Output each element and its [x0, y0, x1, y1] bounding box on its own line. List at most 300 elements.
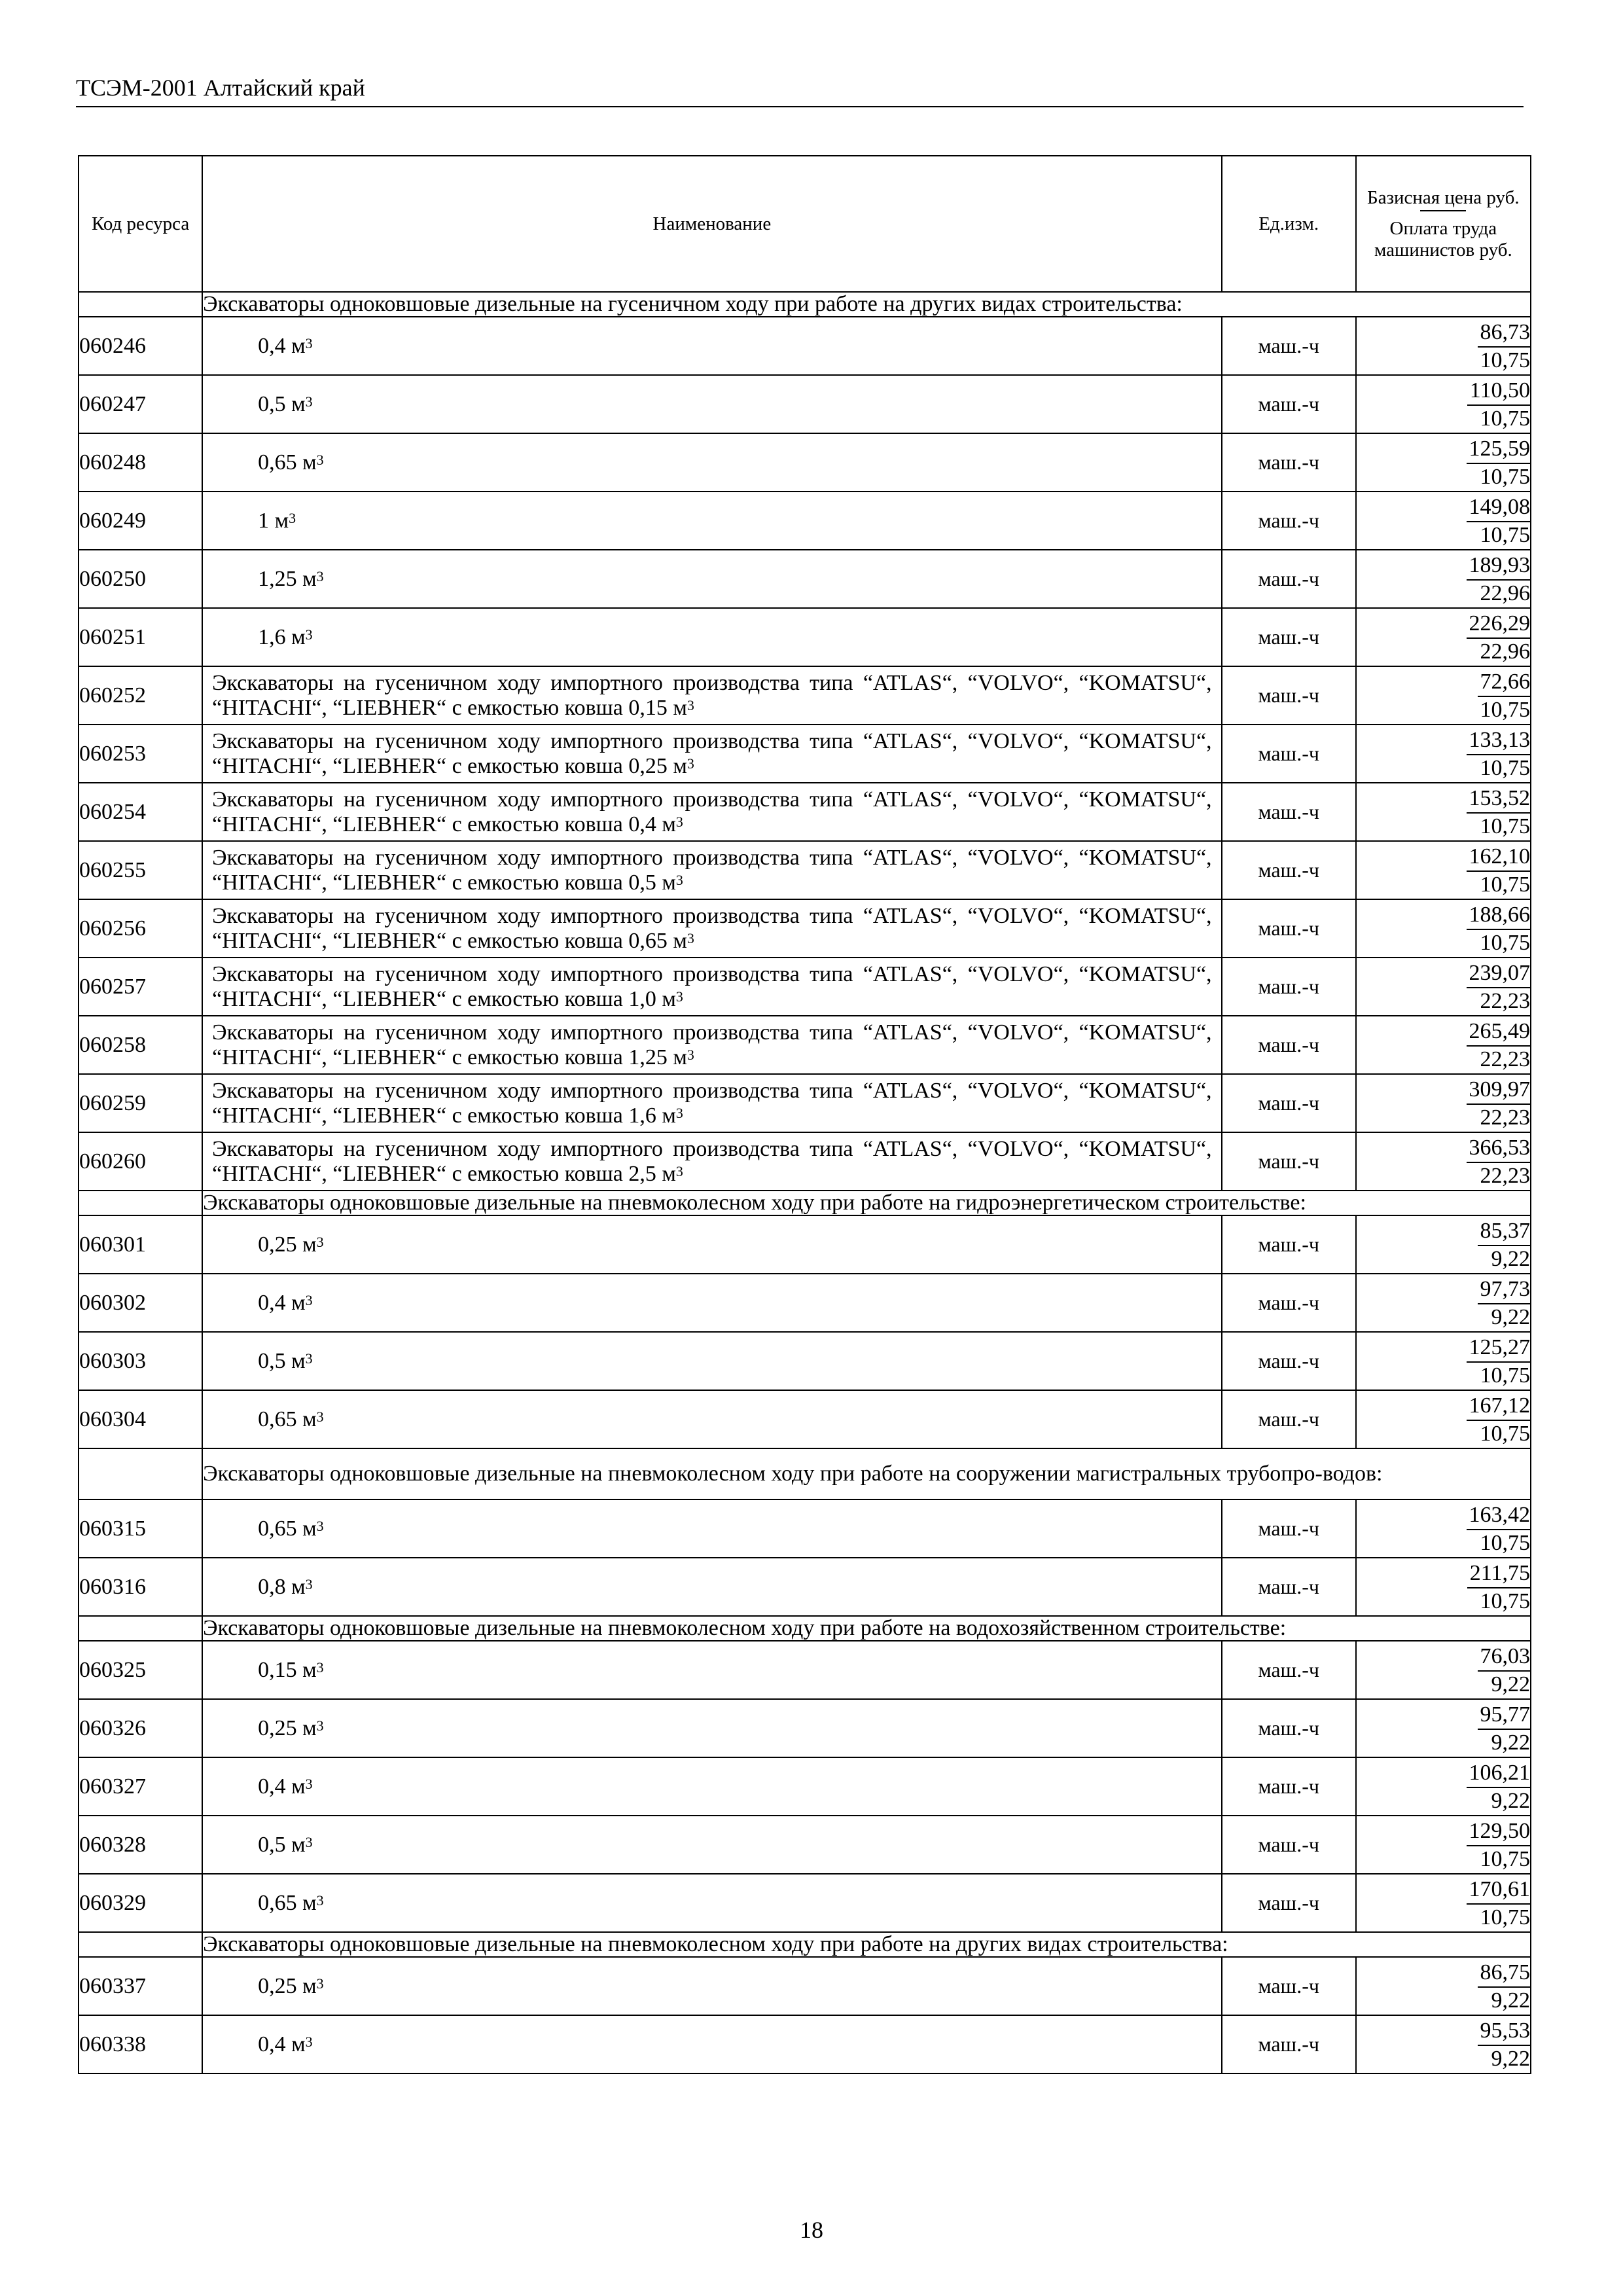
table-row	[79, 608, 1531, 666]
table-header-row	[79, 156, 1531, 292]
column-header-code: Код ресурса	[79, 156, 202, 292]
table-row	[79, 2015, 1531, 2073]
price-fraction	[1478, 1701, 1531, 1756]
price-fraction	[1467, 785, 1531, 840]
price-fraction	[1467, 1334, 1531, 1389]
resource-name	[202, 1957, 1221, 2015]
price-cell	[1356, 1215, 1531, 1274]
operator-wage: 22,23	[1480, 1105, 1530, 1130]
price-fraction	[1478, 1643, 1531, 1698]
resource-name	[202, 2015, 1221, 2073]
operator-wage: 10,75	[1480, 930, 1530, 955]
base-price: 95,77	[1478, 1701, 1531, 1730]
cubic-superscript: 3	[305, 1575, 313, 1592]
resource-name-text: Экскаваторы на гусеничном ходу импортного производства типа “ATLAS“, “VOLVO“, “KOMATSU“, “HITACHI“, “LIEBHER“ с емкостью ковша 1,0 м	[212, 961, 1212, 1011]
table-row	[79, 1757, 1531, 1816]
resource-code: 060253	[79, 725, 202, 783]
resource-name	[202, 375, 1221, 433]
header-divider	[1420, 210, 1466, 211]
resource-name-text: Экскаваторы на гусеничном ходу импортного производства типа “ATLAS“, “VOLVO“, “KOMATSU“, “HITACHI“, “LIEBHER“ с емкостью ковша 0,5 м	[212, 845, 1212, 895]
resource-name	[202, 1215, 1221, 1274]
unit-cell: маш.-ч	[1222, 1699, 1356, 1757]
cubic-superscript: 3	[316, 1717, 324, 1734]
price-fraction	[1478, 1276, 1531, 1331]
base-price: 86,73	[1478, 319, 1531, 348]
column-header-price-base: Базисная цена руб.	[1367, 187, 1520, 208]
operator-wage: 10,75	[1480, 814, 1530, 838]
base-price: 97,73	[1478, 1276, 1531, 1304]
operator-wage: 10,75	[1480, 348, 1530, 372]
operator-wage: 10,75	[1480, 697, 1530, 722]
cubic-superscript: 3	[675, 813, 683, 830]
table-row	[79, 899, 1531, 958]
resource-name	[202, 1132, 1221, 1191]
price-fraction	[1467, 610, 1531, 665]
base-price: 106,21	[1467, 1759, 1531, 1788]
price-cell	[1356, 550, 1531, 608]
unit-cell: маш.-ч	[1222, 375, 1356, 433]
operator-wage: 10,75	[1480, 1905, 1530, 1929]
cubic-superscript: 3	[687, 696, 694, 713]
price-fraction	[1467, 1560, 1530, 1615]
section-title: Экскаваторы одноковшовые дизельные на пневмоколесном ходу при работе на других видах строительства:	[202, 1932, 1531, 1957]
price-cell	[1356, 317, 1531, 375]
operator-wage: 22,23	[1480, 1047, 1530, 1071]
resource-code: 060315	[79, 1499, 202, 1558]
base-price: 72,66	[1478, 668, 1531, 697]
operator-wage: 10,75	[1480, 872, 1530, 897]
table-row	[79, 783, 1531, 841]
base-price: 95,53	[1478, 2017, 1531, 2046]
resource-code: 060254	[79, 783, 202, 841]
cubic-superscript: 3	[316, 1517, 324, 1534]
resource-code: 060304	[79, 1390, 202, 1448]
unit-cell: маш.-ч	[1222, 1558, 1356, 1616]
price-fraction	[1467, 1392, 1531, 1447]
base-price: 188,66	[1467, 901, 1531, 930]
unit-cell: маш.-ч	[1222, 1816, 1356, 1874]
cubic-superscript: 3	[316, 567, 324, 584]
cubic-superscript: 3	[305, 626, 313, 643]
resource-code: 060258	[79, 1016, 202, 1074]
price-cell	[1356, 2015, 1531, 2073]
resource-name	[202, 1390, 1221, 1448]
cubic-superscript: 3	[305, 393, 313, 410]
column-header-unit: Ед.изм.	[1222, 156, 1356, 292]
table-row	[79, 1215, 1531, 1274]
resource-name-text: 0,5 м	[258, 391, 306, 416]
section-title: Экскаваторы одноковшовые дизельные на гусеничном ходу при работе на других видах строительства:	[202, 292, 1531, 317]
cubic-superscript: 3	[305, 2033, 313, 2050]
cubic-superscript: 3	[316, 1408, 324, 1425]
operator-wage: 9,22	[1491, 1246, 1530, 1271]
table-row	[79, 1816, 1531, 1874]
resource-name-text: Экскаваторы на гусеничном ходу импортного производства типа “ATLAS“, “VOLVO“, “KOMATSU“, “HITACHI“, “LIEBHER“ с емкостью ковша 1,6 м	[212, 1078, 1212, 1128]
table-row	[79, 1558, 1531, 1616]
operator-wage: 9,22	[1491, 1672, 1530, 1696]
table-body	[79, 292, 1531, 2073]
resource-code: 060338	[79, 2015, 202, 2073]
resource-name-text: 0,25 м	[258, 1715, 317, 1740]
unit-cell: маш.-ч	[1222, 1874, 1356, 1932]
section-title: Экскаваторы одноковшовые дизельные на пневмоколесном ходу при работе на гидроэнергетическом строительстве:	[202, 1191, 1531, 1215]
price-cell	[1356, 1132, 1531, 1191]
price-fraction	[1467, 1876, 1531, 1931]
resource-name-text: 0,25 м	[258, 1232, 317, 1257]
resource-code: 060337	[79, 1957, 202, 2015]
section-row	[79, 1448, 1531, 1499]
price-cell	[1356, 1499, 1531, 1558]
operator-wage: 10,75	[1480, 1846, 1530, 1871]
price-cell	[1356, 1641, 1531, 1699]
resource-name-text: 0,4 м	[258, 333, 306, 358]
table-row	[79, 375, 1531, 433]
operator-wage: 9,22	[1491, 2046, 1530, 2071]
cubic-superscript: 3	[305, 1350, 313, 1367]
section-title: Экскаваторы одноковшовые дизельные на пневмоколесном ходу при работе на водохозяйственном строительстве:	[202, 1616, 1531, 1641]
price-cell	[1356, 1390, 1531, 1448]
price-cell	[1356, 1332, 1531, 1390]
base-price: 226,29	[1467, 610, 1531, 639]
unit-cell: маш.-ч	[1222, 433, 1356, 492]
operator-wage: 22,96	[1480, 639, 1530, 664]
base-price: 309,97	[1467, 1076, 1531, 1105]
base-price: 110,50	[1467, 377, 1530, 406]
price-cell	[1356, 1816, 1531, 1874]
table-row	[79, 958, 1531, 1016]
resource-name	[202, 1641, 1221, 1699]
resource-code: 060247	[79, 375, 202, 433]
unit-cell: маш.-ч	[1222, 1215, 1356, 1274]
price-cell	[1356, 1558, 1531, 1616]
section-row	[79, 1932, 1531, 1957]
resource-name	[202, 1016, 1221, 1074]
unit-cell: маш.-ч	[1222, 1074, 1356, 1132]
base-price: 162,10	[1467, 843, 1531, 872]
resource-name	[202, 492, 1221, 550]
price-cell	[1356, 433, 1531, 492]
table-row	[79, 1699, 1531, 1757]
price-cell	[1356, 841, 1531, 899]
cubic-superscript: 3	[687, 1046, 694, 1063]
resource-name-text: 1 м	[258, 508, 289, 533]
price-fraction	[1467, 1759, 1531, 1814]
cubic-superscript: 3	[305, 1833, 313, 1850]
price-fraction	[1478, 1959, 1531, 2014]
document-title: ТСЭМ-2001 Алтайский край	[76, 75, 365, 101]
unit-cell: маш.-ч	[1222, 1957, 1356, 2015]
resource-code: 060257	[79, 958, 202, 1016]
table-row	[79, 666, 1531, 725]
resource-name-text: 0,8 м	[258, 1574, 306, 1599]
price-fraction	[1478, 1217, 1531, 1272]
unit-cell: маш.-ч	[1222, 958, 1356, 1016]
table-row	[79, 433, 1531, 492]
unit-cell: маш.-ч	[1222, 1132, 1356, 1191]
price-fraction	[1467, 552, 1531, 607]
cubic-superscript: 3	[305, 1291, 313, 1308]
unit-cell: маш.-ч	[1222, 666, 1356, 725]
cubic-superscript: 3	[305, 334, 313, 351]
resource-name-text: Экскаваторы на гусеничном ходу импортного производства типа “ATLAS“, “VOLVO“, “KOMATSU“, “HITACHI“, “LIEBHER“ с емкостью ковша 0,65 м	[212, 903, 1212, 953]
resource-name	[202, 841, 1221, 899]
resource-name	[202, 433, 1221, 492]
resource-code: 060303	[79, 1332, 202, 1390]
table-row	[79, 1016, 1531, 1074]
price-cell	[1356, 1757, 1531, 1816]
table-row	[79, 1074, 1531, 1132]
unit-cell: маш.-ч	[1222, 317, 1356, 375]
table-row	[79, 1274, 1531, 1332]
column-header-name: Наименование	[202, 156, 1221, 292]
unit-cell: маш.-ч	[1222, 841, 1356, 899]
cubic-superscript: 3	[687, 929, 694, 946]
table-row	[79, 1332, 1531, 1390]
table-row	[79, 1132, 1531, 1191]
price-fraction	[1467, 901, 1531, 956]
unit-cell: маш.-ч	[1222, 1274, 1356, 1332]
price-fraction	[1467, 843, 1531, 898]
operator-wage: 10,75	[1480, 1530, 1530, 1555]
unit-cell: маш.-ч	[1222, 2015, 1356, 2073]
operator-wage: 10,75	[1480, 755, 1530, 780]
price-fraction	[1467, 1134, 1531, 1189]
resource-name-text: 0,65 м	[258, 450, 317, 475]
resource-name-text: 0,4 м	[258, 2032, 306, 2056]
resource-name-text: Экскаваторы на гусеничном ходу импортного производства типа “ATLAS“, “VOLVO“, “KOMATSU“, “HITACHI“, “LIEBHER“ с емкостью ковша 0,4 м	[212, 787, 1212, 836]
price-fraction	[1467, 435, 1531, 490]
resource-code: 060256	[79, 899, 202, 958]
resource-name	[202, 1558, 1221, 1616]
unit-cell: маш.-ч	[1222, 783, 1356, 841]
base-price: 366,53	[1467, 1134, 1531, 1163]
price-cell	[1356, 1957, 1531, 2015]
operator-wage: 10,75	[1480, 522, 1530, 547]
resource-code: 060325	[79, 1641, 202, 1699]
base-price: 86,75	[1478, 1959, 1531, 1988]
section-title: Экскаваторы одноковшовые дизельные на пневмоколесном ходу при работе на сооружении магистральных трубопро-водов:	[202, 1448, 1531, 1499]
cubic-superscript: 3	[675, 1104, 683, 1121]
page-number: 18	[800, 2217, 823, 2243]
price-fraction	[1478, 2017, 1531, 2072]
unit-cell: маш.-ч	[1222, 1757, 1356, 1816]
base-price: 129,50	[1467, 1818, 1531, 1846]
price-cell	[1356, 1274, 1531, 1332]
base-price: 167,12	[1467, 1392, 1531, 1421]
table-row	[79, 1874, 1531, 1932]
operator-wage: 9,22	[1491, 1788, 1530, 1813]
table-row	[79, 492, 1531, 550]
base-price: 133,13	[1467, 726, 1531, 755]
section-code-cell	[79, 1932, 202, 1957]
resource-name-text: 1,6 м	[258, 624, 306, 649]
resource-name	[202, 608, 1221, 666]
resource-name	[202, 666, 1221, 725]
unit-cell: маш.-ч	[1222, 492, 1356, 550]
unit-cell: маш.-ч	[1222, 899, 1356, 958]
resource-code: 060316	[79, 1558, 202, 1616]
operator-wage: 10,75	[1480, 1588, 1530, 1613]
unit-cell: маш.-ч	[1222, 1499, 1356, 1558]
base-price: 153,52	[1467, 785, 1531, 814]
resource-code: 060255	[79, 841, 202, 899]
resource-code: 060246	[79, 317, 202, 375]
section-code-cell	[79, 292, 202, 317]
price-fraction	[1467, 493, 1531, 548]
resource-name-text: 0,65 м	[258, 1890, 317, 1915]
price-fraction	[1467, 1018, 1531, 1073]
price-cell	[1356, 725, 1531, 783]
price-cell	[1356, 783, 1531, 841]
price-fraction	[1478, 319, 1531, 374]
cubic-superscript: 3	[687, 755, 694, 772]
price-fraction	[1467, 377, 1530, 432]
price-fraction	[1467, 726, 1531, 781]
operator-wage: 10,75	[1480, 406, 1530, 431]
price-cell	[1356, 492, 1531, 550]
operator-wage: 22,96	[1480, 581, 1530, 605]
resource-name	[202, 783, 1221, 841]
resource-name-text: 0,25 м	[258, 1973, 317, 1998]
operator-wage: 22,23	[1480, 988, 1530, 1013]
resource-name	[202, 1332, 1221, 1390]
price-fraction	[1467, 1501, 1531, 1556]
base-price: 265,49	[1467, 1018, 1531, 1047]
resource-name-text: Экскаваторы на гусеничном ходу импортного производства типа “ATLAS“, “VOLVO“, “KOMATSU“, “HITACHI“, “LIEBHER“ с емкостью ковша 0,15 м	[212, 670, 1212, 720]
section-code-cell	[79, 1616, 202, 1641]
cubic-superscript: 3	[316, 1233, 324, 1250]
price-cell	[1356, 666, 1531, 725]
table-row	[79, 1957, 1531, 2015]
resource-code: 060326	[79, 1699, 202, 1757]
resource-name-text: 0,4 м	[258, 1290, 306, 1315]
table-row	[79, 725, 1531, 783]
price-cell	[1356, 1074, 1531, 1132]
price-cell	[1356, 1874, 1531, 1932]
resource-name	[202, 958, 1221, 1016]
price-cell	[1356, 1016, 1531, 1074]
table-row	[79, 1390, 1531, 1448]
operator-wage: 9,22	[1491, 1730, 1530, 1755]
resource-name	[202, 1874, 1221, 1932]
resource-table	[78, 155, 1531, 2074]
cubic-superscript: 3	[305, 1775, 313, 1792]
base-price: 189,93	[1467, 552, 1531, 581]
price-cell	[1356, 958, 1531, 1016]
price-cell	[1356, 899, 1531, 958]
price-cell	[1356, 608, 1531, 666]
cubic-superscript: 3	[316, 1659, 324, 1676]
resource-code: 060301	[79, 1215, 202, 1274]
resource-code: 060252	[79, 666, 202, 725]
resource-name	[202, 550, 1221, 608]
price-cell	[1356, 375, 1531, 433]
resource-code: 060251	[79, 608, 202, 666]
unit-cell: маш.-ч	[1222, 725, 1356, 783]
resource-name	[202, 317, 1221, 375]
page-header	[76, 71, 1524, 107]
column-header-price	[1356, 156, 1531, 292]
section-row	[79, 1616, 1531, 1641]
resource-code: 060250	[79, 550, 202, 608]
resource-name-text: 0,15 м	[258, 1657, 317, 1682]
unit-cell: маш.-ч	[1222, 608, 1356, 666]
cubic-superscript: 3	[316, 1975, 324, 1992]
resource-name-text: 0,5 м	[258, 1832, 306, 1857]
resource-name	[202, 1757, 1221, 1816]
resource-name-text: 0,5 м	[258, 1348, 306, 1373]
resource-code: 060259	[79, 1074, 202, 1132]
resource-name	[202, 1699, 1221, 1757]
section-row	[79, 1191, 1531, 1215]
operator-wage: 9,22	[1491, 1988, 1530, 2013]
resource-name-text: 0,4 м	[258, 1774, 306, 1799]
cubic-superscript: 3	[675, 871, 683, 888]
cubic-superscript: 3	[316, 1892, 324, 1909]
section-row	[79, 292, 1531, 317]
cubic-superscript: 3	[289, 509, 296, 526]
resource-name-text: 0,65 м	[258, 1407, 317, 1431]
base-price: 149,08	[1467, 493, 1531, 522]
resource-code: 060328	[79, 1816, 202, 1874]
resource-name-text: 1,25 м	[258, 566, 317, 591]
resource-name	[202, 1499, 1221, 1558]
table-row	[79, 841, 1531, 899]
unit-cell: маш.-ч	[1222, 1016, 1356, 1074]
unit-cell: маш.-ч	[1222, 1390, 1356, 1448]
unit-cell: маш.-ч	[1222, 1332, 1356, 1390]
price-fraction	[1467, 960, 1531, 1014]
cubic-superscript: 3	[316, 451, 324, 468]
section-code-cell	[79, 1448, 202, 1499]
resource-name	[202, 1816, 1221, 1874]
table-row	[79, 1641, 1531, 1699]
unit-cell: маш.-ч	[1222, 1641, 1356, 1699]
cubic-superscript: 3	[675, 988, 683, 1005]
price-fraction	[1467, 1076, 1531, 1131]
table-row	[79, 550, 1531, 608]
resource-code: 060329	[79, 1874, 202, 1932]
section-code-cell	[79, 1191, 202, 1215]
base-price: 125,27	[1467, 1334, 1531, 1363]
resource-name-text: Экскаваторы на гусеничном ходу импортного производства типа “ATLAS“, “VOLVO“, “KOMATSU“, “HITACHI“, “LIEBHER“ с емкостью ковша 2,5 м	[212, 1136, 1212, 1186]
operator-wage: 10,75	[1480, 1421, 1530, 1446]
resource-name	[202, 1074, 1221, 1132]
resource-name	[202, 1274, 1221, 1332]
resource-name-text: Экскаваторы на гусеничном ходу импортного производства типа “ATLAS“, “VOLVO“, “KOMATSU“, “HITACHI“, “LIEBHER“ с емкостью ковша 1,25 м	[212, 1020, 1212, 1069]
resource-name	[202, 899, 1221, 958]
cubic-superscript: 3	[675, 1162, 683, 1179]
resource-name	[202, 725, 1221, 783]
resource-code: 060260	[79, 1132, 202, 1191]
table-row	[79, 1499, 1531, 1558]
resource-name-text: 0,65 м	[258, 1516, 317, 1541]
operator-wage: 10,75	[1480, 464, 1530, 489]
base-price: 125,59	[1467, 435, 1531, 464]
resource-code: 060248	[79, 433, 202, 492]
price-fraction	[1478, 668, 1531, 723]
unit-cell: маш.-ч	[1222, 550, 1356, 608]
price-fraction	[1467, 1818, 1531, 1873]
table-row	[79, 317, 1531, 375]
resource-code: 060302	[79, 1274, 202, 1332]
base-price: 76,03	[1478, 1643, 1531, 1672]
operator-wage: 9,22	[1491, 1304, 1530, 1329]
base-price: 85,37	[1478, 1217, 1531, 1246]
operator-wage: 22,23	[1480, 1163, 1530, 1188]
base-price: 163,42	[1467, 1501, 1531, 1530]
base-price: 211,75	[1467, 1560, 1530, 1588]
